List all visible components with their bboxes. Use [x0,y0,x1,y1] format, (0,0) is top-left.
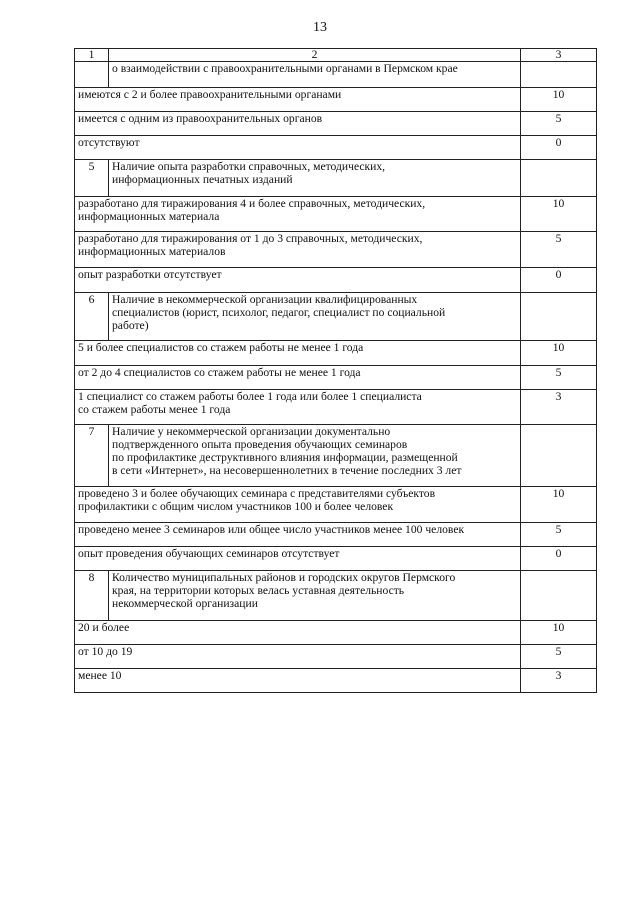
option-row [75,136,597,160]
option-text: 1 специалист со стажем работы более 1 года или более 1 специалиста со стажем работы менее 1 года [75,390,521,425]
option-row [75,390,597,425]
option-row [75,112,597,136]
option-score: 5 [521,232,597,268]
option-row [75,232,597,268]
criterion-score-cell [521,293,597,341]
criterion-row [75,293,597,341]
criterion-number [75,62,109,88]
option-text: отсутствуют [75,136,521,160]
criterion-score-cell [521,571,597,621]
option-text: 20 и более [75,621,521,645]
criterion-title: о взаимодействии с правоохранительными органами в Пермском крае [109,62,521,88]
option-row [75,88,597,112]
option-text: опыт проведения обучающих семинаров отсутствует [75,547,521,571]
option-score: 3 [521,669,597,693]
option-row [75,645,597,669]
option-row [75,341,597,366]
option-text: имеются с 2 и более правоохранительными органами [75,88,521,112]
option-text: менее 10 [75,669,521,693]
option-score: 5 [521,366,597,390]
header-col-1: 1 [75,49,109,62]
option-score: 5 [521,645,597,669]
criterion-score-cell [521,425,597,487]
option-score: 0 [521,268,597,293]
option-score: 10 [521,88,597,112]
table-header-row [75,49,597,62]
criteria-table [74,48,597,693]
option-text: проведено 3 и более обучающих семинара с представителями субъектов профилактики с общим числом участников 100 и более человек [75,487,521,523]
criterion-title: Количество муниципальных районов и городских округов Пермского края, на территории которых велась уставная деятельность некоммерческой организации [109,571,521,621]
option-score: 0 [521,547,597,571]
criterion-title: Наличие в некоммерческой организации квалифицированных специалистов (юрист, психолог, педагог, специалист по социальной работе) [109,293,521,341]
option-text: имеется с одним из правоохранительных органов [75,112,521,136]
option-score: 10 [521,197,597,232]
option-text: разработано для тиражирования 4 и более справочных, методических, информационных материала [75,197,521,232]
option-text: разработано для тиражирования от 1 до 3 справочных, методических, информационных материалов [75,232,521,268]
header-col-3: 3 [521,49,597,62]
option-text: опыт разработки отсутствует [75,268,521,293]
criterion-number: 8 [75,571,109,621]
option-score: 10 [521,341,597,366]
criterion-title: Наличие у некоммерческой организации документально подтвержденного опыта проведения обучающих семинаров по профилактике деструктивного влияния информации, размещенной в сети «Интернет», на несовершеннолетних в течение последних 3 лет [109,425,521,487]
option-row [75,197,597,232]
option-row [75,268,597,293]
option-score: 5 [521,112,597,136]
option-text: от 10 до 19 [75,645,521,669]
option-score: 10 [521,621,597,645]
criterion-number: 7 [75,425,109,487]
option-text: проведено менее 3 семинаров или общее число участников менее 100 человек [75,523,521,547]
option-score: 10 [521,487,597,523]
page-number: 13 [313,20,327,35]
option-row [75,523,597,547]
option-score: 0 [521,136,597,160]
option-text: 5 и более специалистов со стажем работы не менее 1 года [75,341,521,366]
criterion-row [75,62,597,88]
criterion-number: 6 [75,293,109,341]
criterion-row [75,160,597,197]
criterion-score-cell [521,160,597,197]
option-score: 3 [521,390,597,425]
criterion-title: Наличие опыта разработки справочных, методических, информационных печатных изданий [109,160,521,197]
header-col-2: 2 [109,49,521,62]
option-row [75,487,597,523]
option-text: от 2 до 4 специалистов со стажем работы не менее 1 года [75,366,521,390]
criterion-row [75,571,597,621]
option-row [75,621,597,645]
option-row [75,669,597,693]
criterion-number: 5 [75,160,109,197]
option-score: 5 [521,523,597,547]
option-row [75,366,597,390]
criterion-score-cell [521,62,597,88]
option-row [75,547,597,571]
criterion-row [75,425,597,487]
